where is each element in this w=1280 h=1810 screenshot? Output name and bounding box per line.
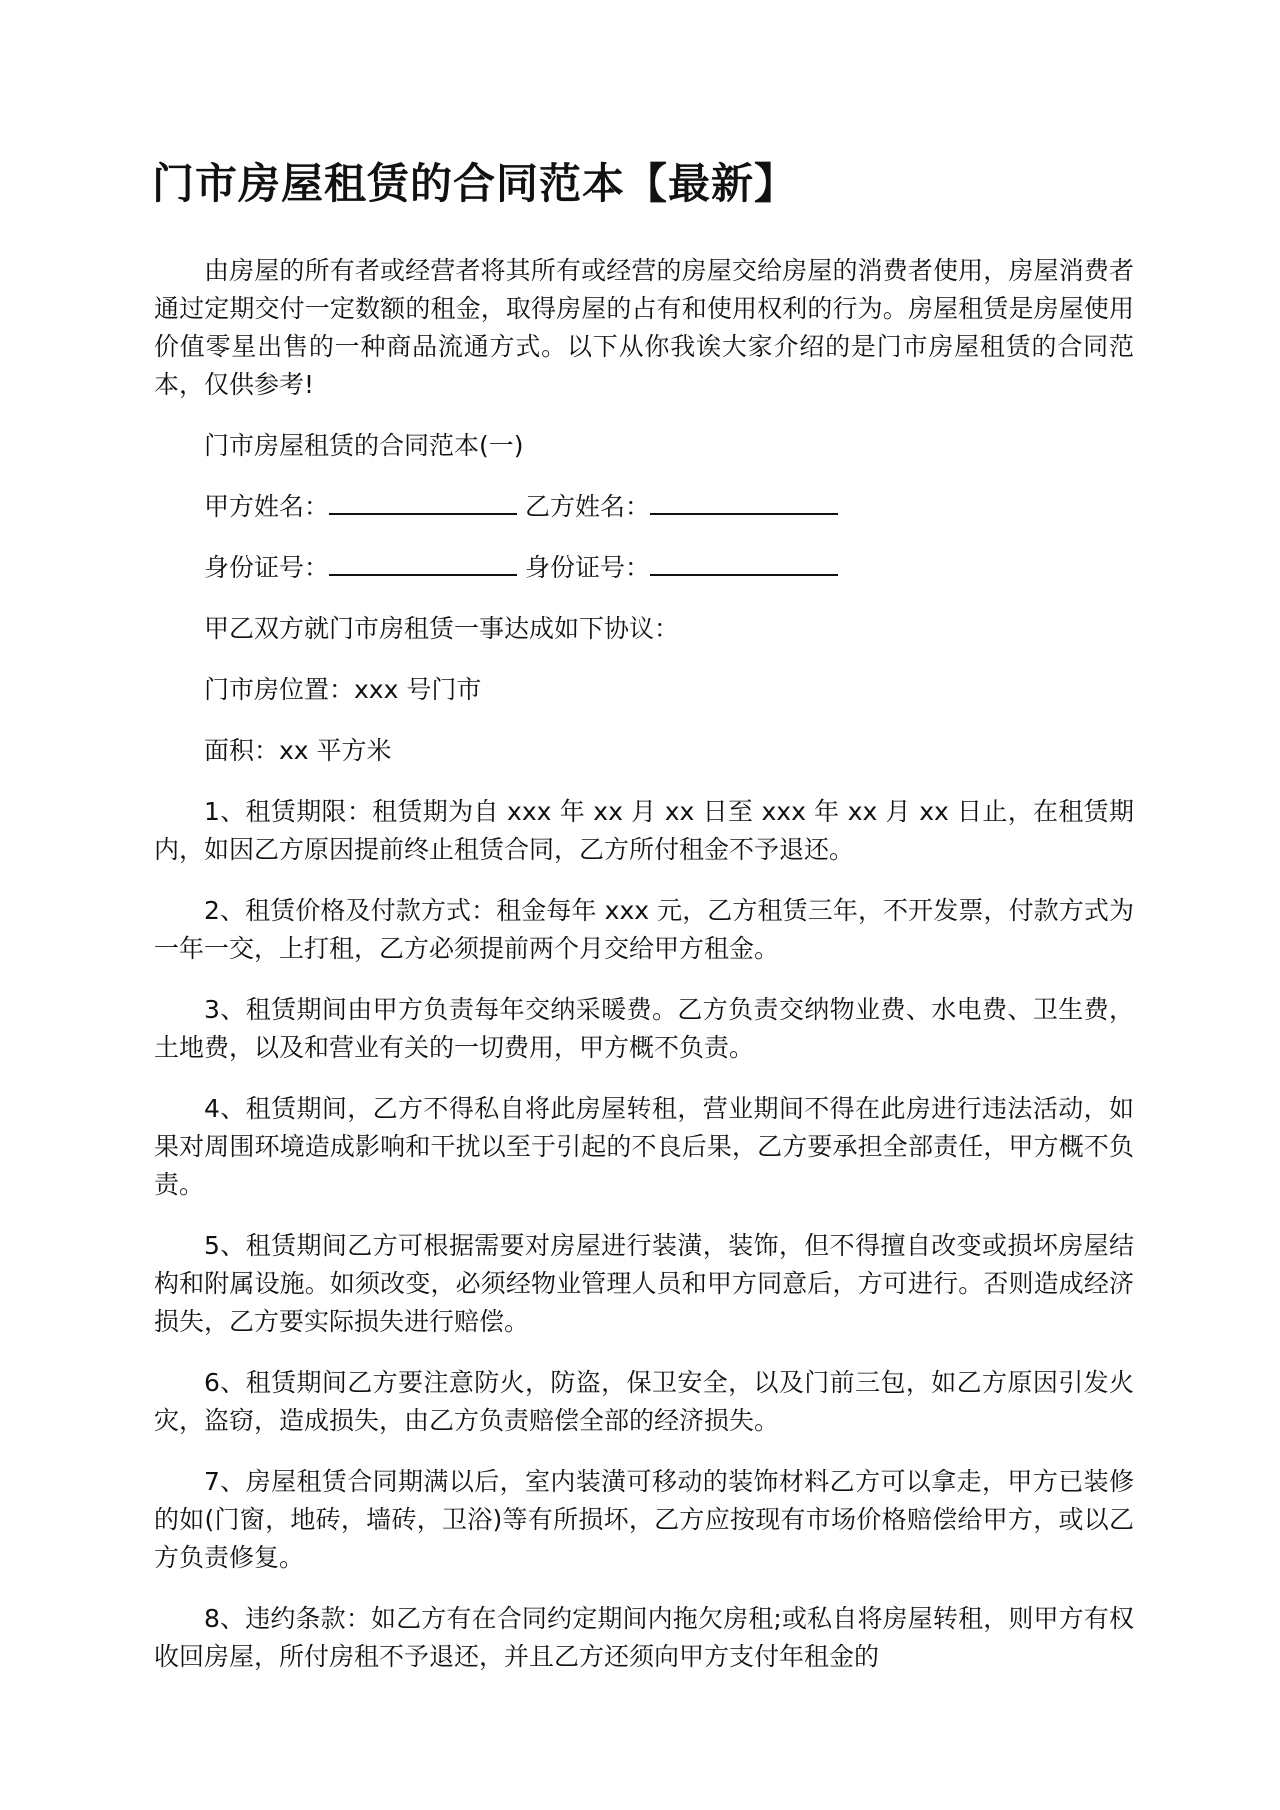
party-a-id-blank (329, 552, 517, 576)
clause-1: 1、租赁期限：租赁期为自 xxx 年 xx 月 xx 日至 xxx 年 xx 月 xx 日止，在租赁期内，如因乙方原因提前终止租赁合同，乙方所付租金不予退还。 (154, 797, 1134, 864)
clause-6: 6、租赁期间乙方要注意防火，防盗，保卫安全，以及门前三包，如乙方原因引发火灾，盗窃，造成损失，由乙方负责赔偿全部的经济损失。 (154, 1368, 1134, 1435)
party-a-name-blank (329, 491, 517, 515)
document-title: 门市房屋租赁的合同范本【最新】 (152, 159, 798, 208)
party-b-name-label: 乙方姓名： (525, 492, 651, 521)
agreement-line: 甲乙双方就门市房租赁一事达成如下协议： (204, 614, 680, 643)
clause-5: 5、租赁期间乙方可根据需要对房屋进行装潢，装饰，但不得擅自改变或损坏房屋结构和附属设施。如须改变，必须经物业管理人员和甲方同意后，方可进行。否则造成经济损失，乙方要实际损失进行赔偿。 (154, 1231, 1134, 1336)
document-body (154, 252, 1134, 1699)
clause-4: 4、租赁期间，乙方不得私自将此房屋转租，营业期间不得在此房进行违法活动，如果对周围环境造成影响和干扰以至于引起的不良后果，乙方要承担全部责任，甲方概不负责。 (154, 1094, 1134, 1199)
clause-2: 2、租赁价格及付款方式：租金每年 xxx 元，乙方租赁三年，不开发票，付款方式为一年一交，上打租，乙方必须提前两个月交给甲方租金。 (154, 896, 1134, 963)
party-a-name-label: 甲方姓名： (204, 492, 330, 521)
party-id-row (154, 549, 1134, 587)
clause-7: 7、房屋租赁合同期满以后，室内装潢可移动的装饰材料乙方可以拿走，甲方已装修的如(门窗，地砖，墙砖，卫浴)等有所损坏，乙方应按现有市场价格赔偿给甲方，或以乙方负责修复。 (154, 1467, 1134, 1572)
party-b-name-blank (650, 491, 838, 515)
party-name-row (154, 488, 1134, 526)
party-b-id-blank (650, 552, 838, 576)
intro-paragraph: 由房屋的所有者或经营者将其所有或经营的房屋交给房屋的消费者使用，房屋消费者通过定期交付一定数额的租金，取得房屋的占有和使用权利的行为。房屋租赁是房屋使用价值零星出售的一种商品流通方式。以下从你我诶大家介绍的是门市房屋租赁的合同范本，仅供参考! (154, 256, 1134, 399)
area-line: 面积：xx 平方米 (204, 736, 392, 765)
party-b-id-label: 身份证号： (525, 553, 651, 582)
clause-8: 8、违约条款：如乙方有在合同约定期间内拖欠房租;或私自将房屋转租，则甲方有权收回房屋，所付房租不予退还，并且乙方还须向甲方支付年租金的 (154, 1604, 1134, 1671)
section-heading: 门市房屋租赁的合同范本(一) (204, 431, 524, 460)
party-a-id-label: 身份证号： (204, 553, 330, 582)
location-line: 门市房位置：xxx 号门市 (204, 675, 482, 704)
clause-3: 3、租赁期间由甲方负责每年交纳采暖费。乙方负责交纳物业费、水电费、卫生费，土地费，以及和营业有关的一切费用，甲方概不负责。 (154, 995, 1134, 1062)
